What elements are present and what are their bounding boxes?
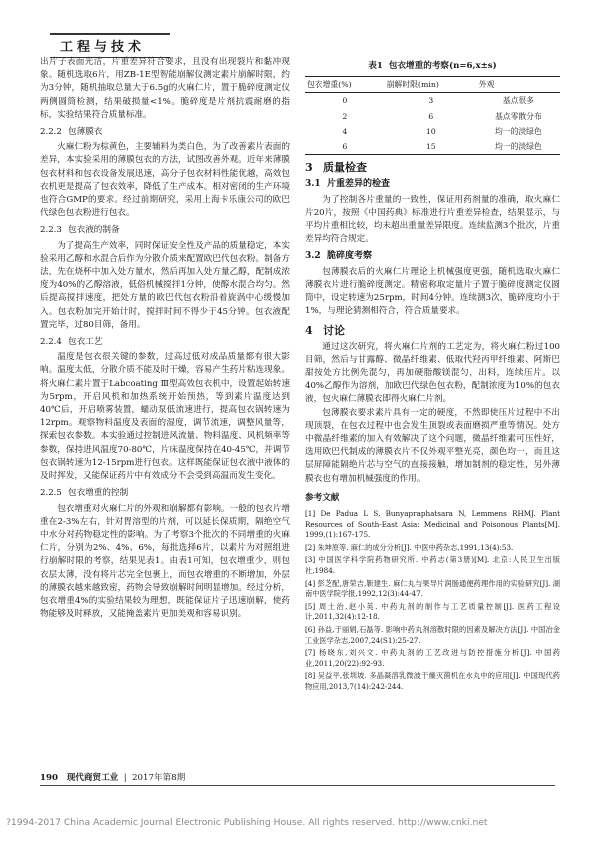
section-number: 2.2.2 bbox=[40, 127, 62, 138]
section-title: 讨论 bbox=[323, 324, 345, 338]
table-header-cell: 包衣增重(%) bbox=[305, 77, 385, 93]
section-heading-2-2-5 bbox=[40, 487, 290, 500]
section-number: 3 bbox=[305, 161, 313, 175]
table-row bbox=[305, 93, 560, 109]
left-column bbox=[40, 56, 290, 621]
section-title: 质量检查 bbox=[323, 161, 367, 175]
section-heading-2-2-4 bbox=[40, 336, 290, 349]
table-cell: 基点零散分布 bbox=[495, 111, 542, 121]
page-footer: 190 现代商贸工业 | 2017年第8期 bbox=[40, 773, 186, 783]
section-title: 包衣工艺 bbox=[68, 337, 103, 348]
journal-name: 现代商贸工业 bbox=[66, 773, 119, 783]
section-paragraph-3-2: 包薄膜衣后的火麻仁片理论上机械强度更强，随机选取火麻仁薄膜衣片进行脆碎度测定。精密称取定量片子置于脆碎度测定仪圆筒中，设定转速为25rpm，时间4分钟。连续测3次，脆碎度均小于1%，与理论猜测相符合，符合质量要求。 bbox=[305, 266, 560, 317]
right-column bbox=[305, 56, 560, 695]
table-cell: 15 bbox=[385, 139, 477, 155]
journal-issue: 2017年第8期 bbox=[132, 773, 186, 783]
table-cell: 均一的淡绿色 bbox=[495, 126, 542, 136]
section-title: 包薄膜衣 bbox=[68, 127, 103, 138]
table-caption-text: 包衣增重的考察(n=6,x±s) bbox=[388, 61, 497, 71]
section-heading-2-2-2 bbox=[40, 126, 290, 139]
section-heading-3 bbox=[305, 161, 560, 174]
section-header-title: 工程与技术 bbox=[60, 40, 146, 55]
footer-rule bbox=[40, 785, 555, 786]
section-heading-3-1 bbox=[305, 178, 560, 191]
table-header-row bbox=[305, 77, 560, 93]
section-number: 2.2.5 bbox=[40, 488, 62, 499]
reference-item: [6] 孙益,于丽娟,石磊等. 影响中药丸剂溶散时限的因素及解决方法[J]. 中国冶金工业医学杂志,2007,24(S1):25-27. bbox=[305, 625, 560, 645]
section-paragraph-2-2-2: 火麻仁粉为棕黄色，主要辅料为类白色，为了改善素片表面的差异，本实验采用的薄膜包衣的方法，试图改善外观。近年来薄膜包衣材料和包衣设备发展迅速，高分子包衣材料性能优越，高效包衣机更是提高了包衣效率，降低了生产成本。相对密闭的生产环境也符合GMP的要求。经过前期研究，采用上海卡乐康公司的欧巴代绿色包衣粉进行包衣。 bbox=[40, 142, 290, 219]
discussion-paragraph: 包薄膜衣要求素片具有一定的硬度，不然即使压片过程中不出现顶裂，在包衣过程中也会发生顶裂或表面磨损严重等情况。处方中微晶纤维素的加入有效解决了这个问题，微晶纤维素可压性好，选用欧巴代制成的薄膜衣片不仅外观平整光亮，颜色均一，而且这层屏障能隔绝片芯与空气的直接接触，增加制剂的稳定性，另外薄膜衣也有增加机械强度的作用。 bbox=[305, 407, 560, 484]
table-header-cell: 崩解时限(min) bbox=[385, 77, 477, 93]
section-number: 3.2 bbox=[305, 251, 321, 262]
section-heading-4 bbox=[305, 324, 560, 337]
reference-item: [4] 彭芝配,唐荣吉,靳建生. 麻仁丸与果导片润肠通便药理作用的实验研究[J]. 湖南中医学院学报,1992,12(3):44-47. bbox=[305, 578, 560, 599]
section-paragraph-3-1: 为了控制各片重量的一致性，保证用药剂量的准确，取火麻仁片20片，按照《中国药典》标准进行片重差异检查，结果显示，与平均片重相比较，均未超出重量差异限度。连续监测3个批次，片重差异均符合规定。 bbox=[305, 194, 560, 245]
reference-item: [2] 朱坤原等. 麻仁的成分分析[J]. 中医中药杂志,1991,13(4):53. bbox=[305, 542, 514, 552]
section-number: 2.2.3 bbox=[40, 225, 62, 236]
table-header-cell: 外观 bbox=[477, 77, 560, 93]
section-paragraph-2-2-4: 温度是包衣很关键的参数，过高过低对成品质量都有很大影响。温度太低，分散介质不能及时干燥，容易产生药片粘连现象。将火麻仁素片置于Labcoating Ⅲ型高效包衣机中，设置起始转速为5rpm，开启风机和加热系统开始预热，等到素片温度达到40℃后，开启喷雾装置，蠕动泵低流速进行，提高包衣锅转速为12rpm。观察物料温度及表面的湿度，调节流速，调整风量等，探索包衣参数。本实验通过控制进风流量、物料温度、风机频率等参数，保持进风温度70-80℃，片床温度保持在40-45℃，并调节包衣锅转速为12-15rpm进行包衣。这样既能保证包衣液中液体的及时挥发，又能保证药片中有效成分不会受到高温而发生变化。 bbox=[40, 352, 290, 482]
table-row bbox=[305, 109, 560, 124]
table-caption bbox=[305, 60, 560, 73]
section-title: 包衣液的制备 bbox=[68, 225, 120, 236]
coating-weight-table bbox=[305, 76, 560, 155]
table-cell: 6 bbox=[305, 139, 385, 155]
section-heading-2-2-3 bbox=[40, 224, 290, 237]
section-paragraph-2-2-3: 为了提高生产效率，同时保证安全性及产品的质量稳定，本实验采用乙醇和水混合后作为分散介质来配置欧巴代包衣粉。制备方法，先在烧杯中加入处方量水，然后再加入处方量乙醇，配制成浓度为40%的乙醇溶液，低俗机械搅拌1分钟，使醇水混合均匀。然后提高搅拌速度，把处方量的欧巴代包衣粉沿着旋涡中心缓慢加入。包衣粉加完开始计时，搅拌时间不得少于45分钟。包衣液配置完毕，过80目筛，备用。 bbox=[40, 240, 290, 330]
section-number: 3.1 bbox=[305, 179, 321, 190]
section-number: 4 bbox=[305, 324, 313, 338]
reference-item: [8] 吴益平,张圳坡. 多晶凝溶乳微波干燥灭菌机在水丸中的应用[J]. 中国现代药物应用,2013,7(14):242-244. bbox=[305, 671, 560, 691]
copyright-notice: ?1994-2017 China Academic Journal Electronic Publishing House. All rights reserved. http://www.cnki.net bbox=[6, 817, 488, 828]
section-paragraph-2-2-5: 包衣增重对火麻仁片的外观和崩解都有影响。一般的包衣片增重在2-3%左右，针对胃溶型的片剂，可以延长保质期，隔绝空气中水分对药物稳定性的影响。为了考察3个批次的不同增重的火麻仁片，分别为2%、4%、6%，每批选择6片，以素片为对照组进行崩解时限的考察，结果见表1。由表1可知，包衣增重少，则包衣层太薄，没有将片芯完全包裹上，而包衣增重的不断增加，外层的薄膜衣越来越致密，药物会导致崩解时间明显增加。经过分析，包衣增重4%的实验结果较为理想，既能保证片子迅速崩解，使药物能够及时释放，又能掩盖素片更加美观和容易识别。 bbox=[40, 503, 290, 620]
table-cell: 6 bbox=[428, 111, 434, 121]
table-caption-prefix: 表1 bbox=[368, 61, 383, 71]
table-row bbox=[305, 124, 560, 139]
intro-paragraph: 出片子表面光洁，片重差异符合要求，且没有出现裂片和黏冲现象。随机选取6片，用ZB-1E型智能崩解仪测定素片崩解时限，约为3分钟，随机抽取总量大于6.5g的火麻仁片，置于脆碎度测定仪两侧圆筒检测，结果破损量<1%。脆碎度是片剂抗震耐磨的指标，实验结果符合质量标准。 bbox=[40, 57, 290, 120]
table-cell: 10 bbox=[425, 126, 436, 136]
discussion-paragraph: 通过这次研究，将火麻仁片剂的工艺定为，将火麻仁粉过100目筛，然后与甘露醇、微晶纤维素、低取代羟丙甲纤维素、阿斯巴甜按处方比例先混匀，再加硬脂酸镁混匀，出料，连续压片。以40%乙醇作为溶剂，加欧巴代绿色包衣粉，配制浓度为10%的包衣液，包火麻仁薄膜衣即得火麻仁片剂。 bbox=[305, 341, 560, 405]
table-row bbox=[305, 139, 560, 155]
section-title: 片重差异的检查 bbox=[327, 179, 391, 190]
table-cell: 基点很多 bbox=[502, 96, 534, 106]
table-cell: 0 bbox=[342, 96, 348, 106]
table-cell: 2 bbox=[342, 111, 348, 121]
reference-item: [5] 周土治,赵小英. 中药丸剂的制作与工艺质量控制[J]. 医药工程设计,2011,32(4):12-18. bbox=[305, 601, 560, 622]
reference-item: [7] 杨晓东,刘兴文. 中药丸剂的工艺改进与防控措施分析[J]. 中国药业,2011,20(22):92-93. bbox=[305, 648, 560, 668]
references-title: 参考文献 bbox=[305, 492, 340, 503]
reference-item: [3] 中国医学科学院药物研究所. 中药志(第3册)[M]. 北京:人民卫生出版社,1984. bbox=[305, 555, 560, 576]
section-title: 包衣增重的控制 bbox=[68, 488, 129, 499]
reference-item: [1] De Padua L S, Bunyapraphatsara N, Lemmens RHMJ. Plant Resources of South-East Asia: Medicinal and Poisonous Plants[M]. 1999,(1):167-175. bbox=[305, 509, 560, 540]
table-cell: 4 bbox=[342, 126, 348, 136]
page-number: 190 bbox=[40, 773, 58, 783]
references-list bbox=[305, 509, 560, 693]
table-cell: 3 bbox=[428, 96, 434, 106]
section-heading-3-2 bbox=[305, 250, 560, 263]
section-number: 2.2.4 bbox=[40, 337, 62, 348]
table-cell: 均一的淡绿色 bbox=[477, 139, 560, 155]
section-title: 脆碎度考察 bbox=[327, 251, 373, 262]
